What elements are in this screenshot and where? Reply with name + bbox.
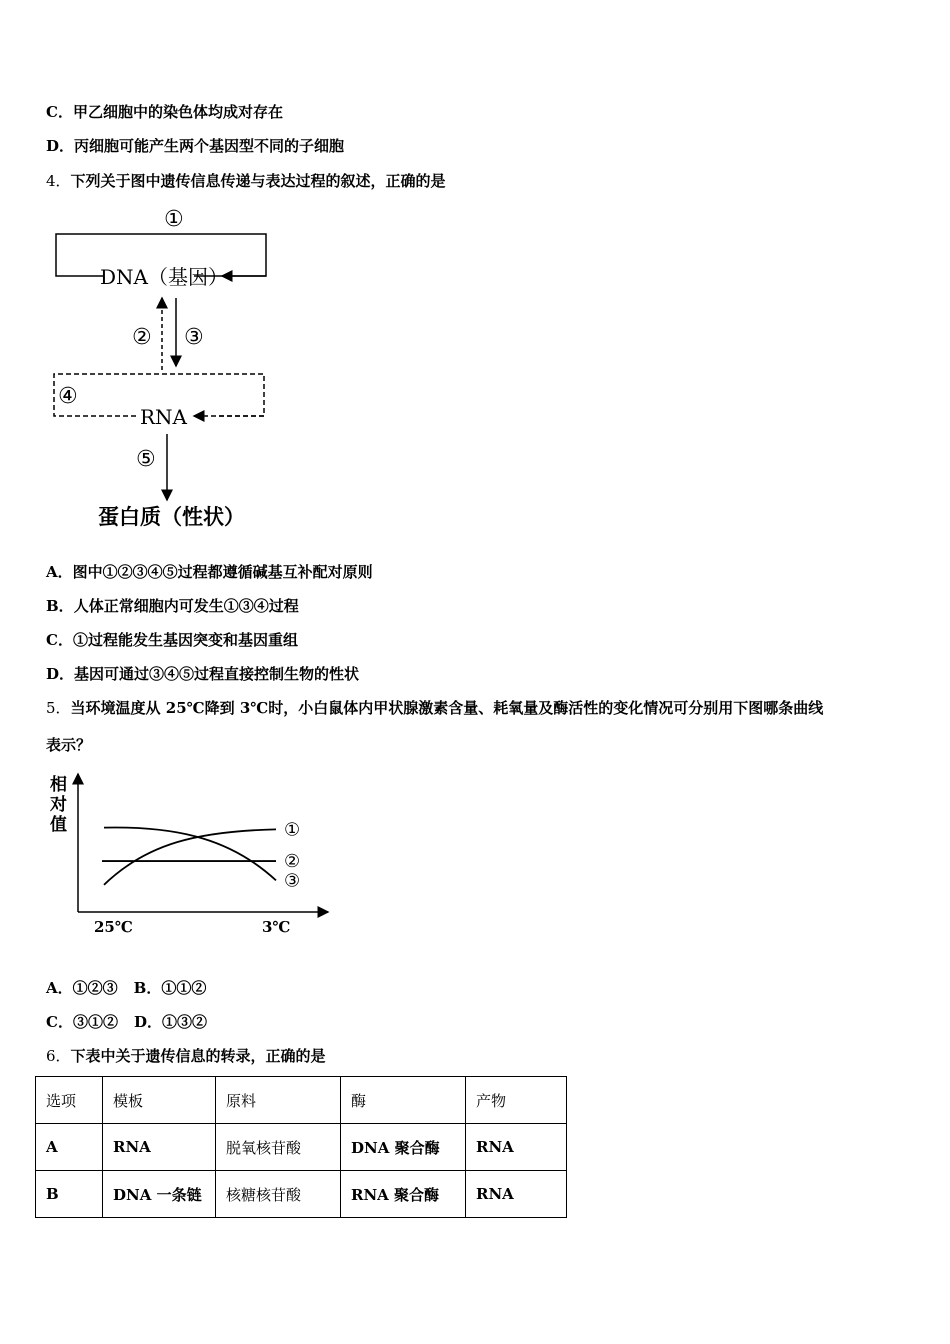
table-cell: A — [36, 1124, 103, 1171]
series-label: ② — [284, 851, 301, 873]
q5-options-row-1 — [46, 978, 206, 998]
table-header-cell: 酶 — [341, 1077, 466, 1124]
question-number: 5． — [46, 699, 71, 717]
series-label: ① — [284, 819, 301, 841]
q4-option-d — [46, 664, 359, 684]
series-line — [104, 827, 276, 880]
table-cell: 脱氧核苷酸 — [216, 1124, 341, 1171]
option-label: B． — [46, 597, 74, 615]
series-line — [104, 829, 276, 884]
option-label: C． — [46, 631, 73, 649]
option-text: 人体正常细胞内可发生①③④过程 — [73, 597, 299, 615]
option-label: D． — [133, 1013, 162, 1031]
label-5: ⑤ — [136, 447, 156, 472]
label-2: ② — [132, 325, 152, 350]
question-number: 6． — [46, 1047, 71, 1065]
table-cell: RNA — [466, 1171, 567, 1218]
table-cell: RNA — [466, 1124, 567, 1171]
q4-option-a — [46, 562, 373, 582]
q4-option-b — [46, 596, 299, 616]
transcription-table — [35, 1076, 567, 1218]
option-text: ①③② — [161, 1013, 207, 1031]
table-header-cell: 产物 — [466, 1077, 567, 1124]
question-5-stem-cont — [46, 735, 91, 755]
q4-option-c — [46, 630, 298, 650]
option-text: 丙细胞可能产生两个基因型不同的子细胞 — [74, 137, 345, 155]
option-label: A． — [46, 563, 73, 581]
question-4-stem — [46, 171, 446, 191]
table-header-cell: 模板 — [103, 1077, 216, 1124]
question-6-stem — [46, 1046, 326, 1066]
table-cell: RNA 聚合酶 — [341, 1171, 466, 1218]
table-header-cell: 选项 — [36, 1077, 103, 1124]
series-label: ③ — [284, 870, 301, 892]
y-axis-label — [50, 774, 67, 835]
y-axis-label-char: 对 — [50, 795, 67, 815]
option-label: B． — [133, 979, 162, 997]
y-axis-label-char: 相 — [50, 775, 67, 795]
option-text: ①①② — [161, 979, 207, 997]
y-axis-label-char: 值 — [50, 815, 67, 835]
option-c — [46, 102, 283, 122]
question-text: 表示？ — [46, 736, 92, 754]
table-row — [36, 1171, 567, 1218]
option-text: 甲乙细胞中的染色体均成对存在 — [72, 103, 283, 121]
table-row — [36, 1124, 567, 1171]
option-label: D． — [46, 665, 75, 683]
dna-label: DNA（基因） — [100, 265, 228, 289]
label-4: ④ — [58, 384, 78, 409]
x-tick-label: 25℃ — [94, 918, 133, 936]
line-chart — [40, 770, 340, 942]
table-header-cell: 原料 — [216, 1077, 341, 1124]
central-dogma-diagram — [44, 198, 284, 543]
question-number: 4． — [46, 172, 71, 190]
option-text: 基因可通过③④⑤过程直接控制生物的性状 — [74, 665, 360, 683]
question-text: 下表中关于遗传信息的转录，正确的是 — [70, 1047, 326, 1065]
question-text: 下列关于图中遗传信息传递与表达过程的叙述，正确的是 — [70, 172, 446, 190]
option-label: D． — [46, 137, 75, 155]
label-1: ① — [164, 207, 184, 232]
option-d — [46, 136, 344, 156]
option-text: ③①② — [72, 1013, 118, 1031]
option-text: ①②③ — [72, 979, 118, 997]
table-cell: RNA — [103, 1124, 216, 1171]
protein-label: 蛋白质（性状） — [98, 505, 245, 529]
table-cell: DNA 一条链 — [103, 1171, 216, 1218]
table-cell: DNA 聚合酶 — [341, 1124, 466, 1171]
option-label: C． — [46, 1013, 73, 1031]
option-label: A． — [46, 979, 73, 997]
question-text: 当环境温度从 25℃降到 3℃时，小白鼠体内甲状腺激素含量、耗氧量及酶活性的变化情况可分别用下图哪条曲线 — [70, 699, 824, 717]
option-label: C． — [46, 103, 73, 121]
option-text: ①过程能发生基因突变和基因重组 — [72, 631, 298, 649]
table-cell: B — [36, 1171, 103, 1218]
table-header-row — [36, 1077, 567, 1124]
x-tick-label: 3℃ — [262, 918, 291, 936]
q5-options-row-2 — [46, 1012, 207, 1032]
rna-label: RNA — [140, 405, 188, 429]
label-3: ③ — [184, 325, 204, 350]
option-text: 图中①②③④⑤过程都遵循碱基互补配对原则 — [72, 563, 373, 581]
question-5-stem — [46, 698, 823, 718]
table-cell: 核糖核苷酸 — [216, 1171, 341, 1218]
